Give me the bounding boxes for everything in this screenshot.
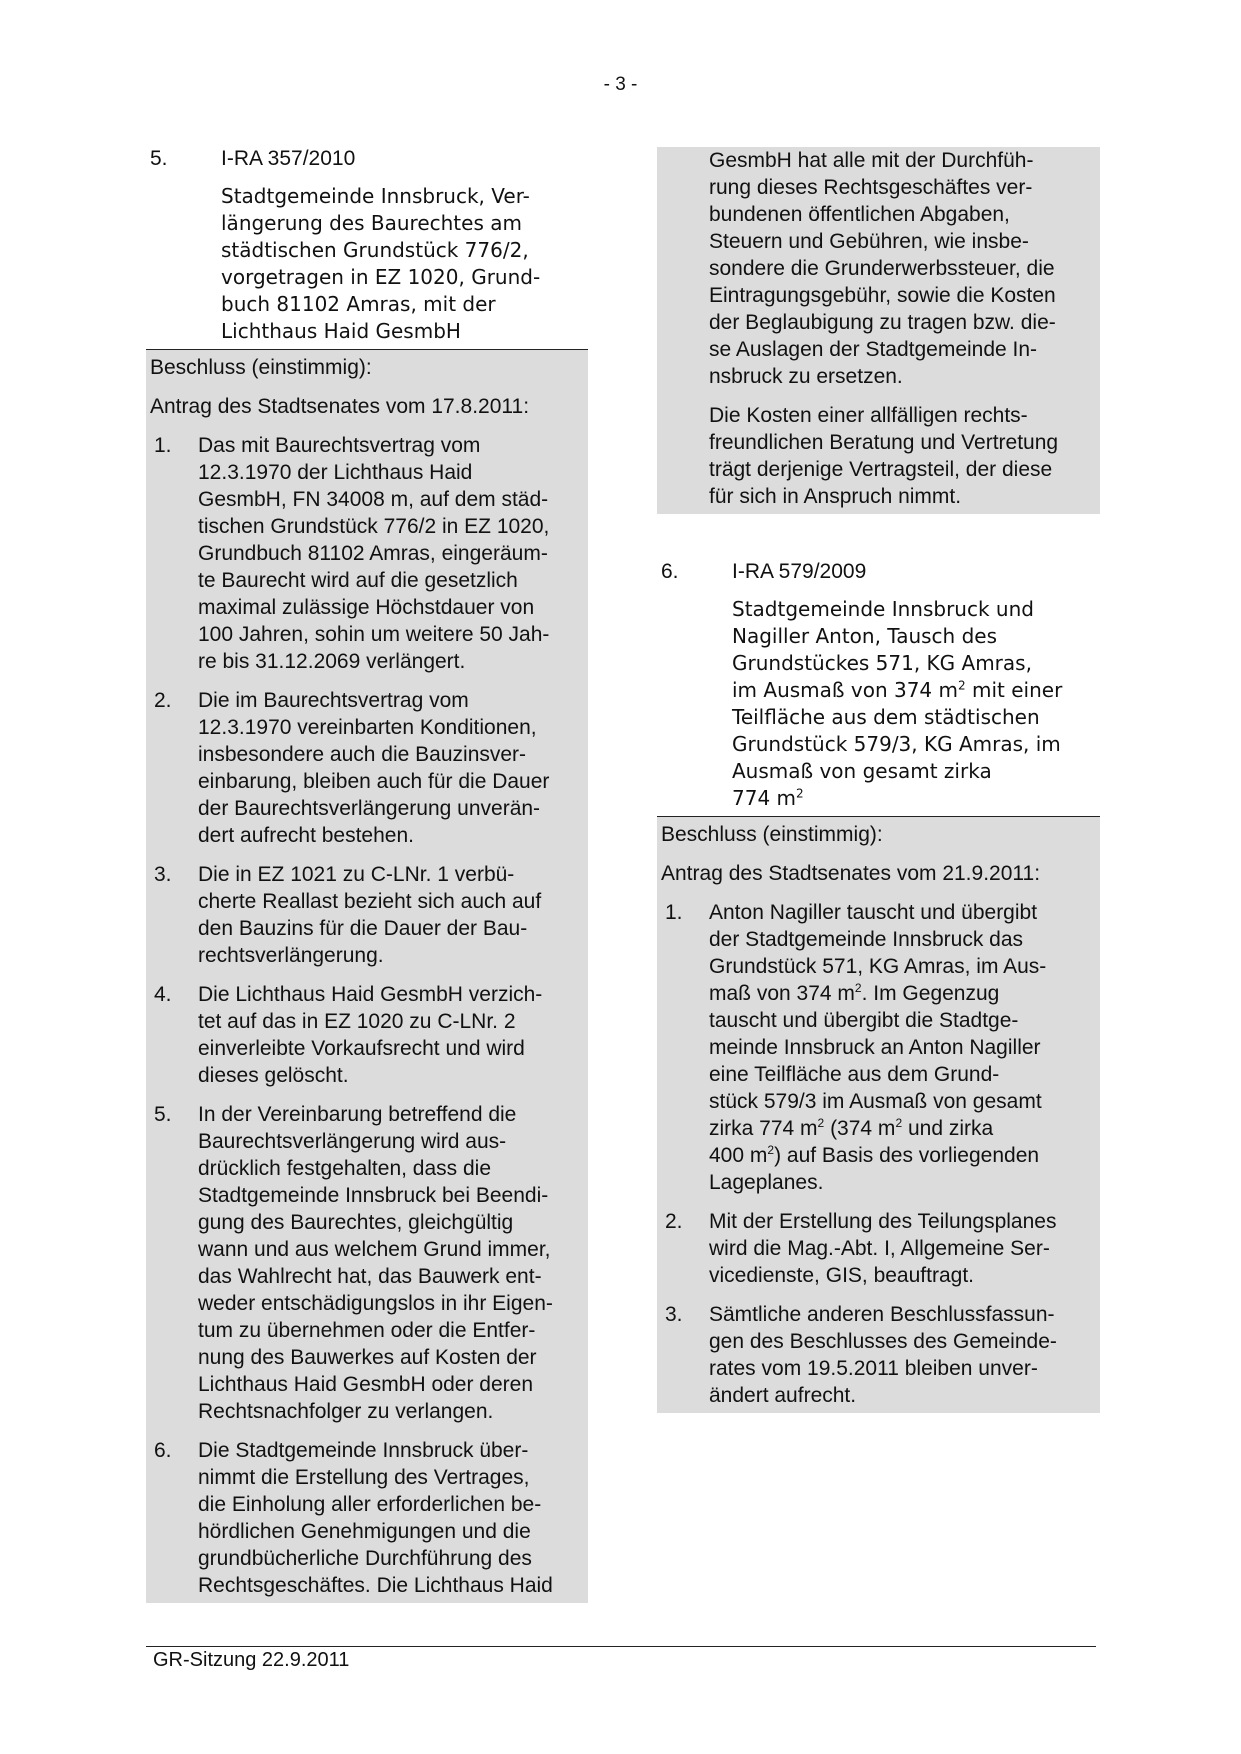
section-5-item-1 [150, 432, 584, 675]
text-line: cherte Reallast bezieht sich auch auf [198, 890, 542, 913]
footer-meeting-date: GR-Sitzung 22.9.2011 [153, 1649, 350, 1671]
text-line: tet auf das in EZ 1020 zu C-LNr. 2 [198, 1010, 516, 1033]
section-6-resolution: Beschluss (einstimmig): [661, 823, 883, 846]
item-text [709, 899, 1096, 1196]
section-5-item-3 [150, 861, 584, 969]
text-line: dert aufrecht bestehen. [198, 824, 414, 847]
text-line: Eintragungsgebühr, sowie die Kosten [709, 284, 1056, 307]
text-line: einbarung, bleiben auch für die Dauer [198, 770, 550, 793]
text-line: Baurechtsverlängerung wird aus- [198, 1130, 507, 1153]
text-line: insbesondere auch die Bauzinsver- [198, 743, 527, 766]
item-text [198, 1101, 584, 1425]
text-line: Das mit Baurechtsvertrag vom [198, 434, 481, 457]
item-text [198, 432, 584, 675]
text-line: 12.3.1970 vereinbarten Konditionen, [198, 716, 537, 739]
right-column [657, 147, 1100, 1413]
section-5-item-5 [150, 1101, 584, 1425]
text-line: Nagiller Anton, Tausch des [732, 624, 997, 648]
text-line: zirka 774 $m^2$ (374 $m^2$ und zirka [709, 1116, 994, 1140]
item-number: 1. [154, 434, 172, 457]
text-line: gen des Beschlusses des Gemeinde- [709, 1330, 1057, 1353]
text-line: 400 $m^2$) auf Basis des vorliegenden [709, 1143, 1040, 1167]
text-line: längerung des Baurechtes am [221, 211, 522, 235]
section-6-number: 6. [661, 560, 679, 583]
text-line: Anton Nagiller tauscht und übergibt [709, 901, 1038, 924]
section-6-reference: I-RA 579/2009 [732, 560, 867, 583]
text-line: Grundstückes 571, KG Amras, [732, 651, 1032, 675]
text-line: maximal zulässige Höchstdauer von [198, 596, 535, 619]
item-number: 2. [665, 1210, 683, 1233]
text-line: se Auslagen der Stadtgemeinde In- [709, 338, 1038, 361]
text-line: 12.3.1970 der Lichthaus Haid [198, 461, 473, 484]
text-line: die Einholung aller erforderlichen be- [198, 1493, 542, 1516]
text-line: drücklich festgehalten, dass die [198, 1157, 492, 1180]
text-line: wird die Mag.-Abt. I, Allgemeine Ser- [709, 1237, 1050, 1260]
text-line: GesmbH hat alle mit der Durchfüh- [709, 149, 1034, 172]
text-line: tauscht und übergibt die Stadtge- [709, 1009, 1019, 1032]
section-6-item-1 [661, 899, 1096, 1196]
text-line: Sämtliche anderen Beschlussfassun- [709, 1303, 1055, 1326]
text-line: wann und aus welchem Grund immer, [198, 1238, 551, 1261]
text-line: für sich in Anspruch nimmt. [709, 485, 962, 508]
section-5-heading [146, 145, 588, 172]
text-line: der Beglaubigung zu tragen bzw. die- [709, 311, 1056, 334]
item-text [198, 861, 584, 969]
text-line: Rechtsnachfolger zu verlangen. [198, 1400, 494, 1423]
superscript: 2 [796, 786, 804, 801]
text-line: trägt derjenige Vertragsteil, der diese [709, 458, 1053, 481]
item-number: 1. [665, 901, 683, 924]
page-number: - 3 - [603, 74, 638, 95]
text-line: nimmt die Erstellung des Vertrages, [198, 1466, 530, 1489]
text-line: Stadtgemeinde Innsbruck, Ver- [221, 184, 530, 208]
text-line: hördlichen Genehmigungen und die [198, 1520, 531, 1543]
section-5-item-6 [150, 1437, 584, 1599]
section-5-reference: I-RA 357/2010 [221, 147, 356, 170]
section-5-resolution-block [146, 350, 588, 1603]
text-line: 100 Jahren, sohin um weitere 50 Jah- [198, 623, 550, 646]
text-line: Mit der Erstellung des Teilungsplanes [709, 1210, 1057, 1233]
text-line: Lichthaus Haid GesmbH [221, 319, 461, 343]
text-line: Grundstück 571, KG Amras, im Aus- [709, 955, 1047, 978]
text-line: das Wahlrecht hat, das Bauwerk ent- [198, 1265, 542, 1288]
item-text [709, 1208, 1096, 1289]
text-line: Grundbuch 81102 Amras, eingeräum- [198, 542, 548, 565]
section-5-motion: Antrag des Stadtsenates vom 17.8.2011: [150, 395, 530, 418]
item-text [198, 687, 584, 849]
text-line: Die Stadtgemeinde Innsbruck über- [198, 1439, 529, 1462]
section-5-subject [146, 183, 588, 345]
text-line: Stadtgemeinde Innsbruck bei Beendi- [198, 1184, 549, 1207]
text-line: im Ausmaß von 374 $m^2$ mit einer [732, 678, 1063, 702]
section-6-item-2 [661, 1208, 1096, 1289]
section-5-continuation-block [657, 147, 1100, 514]
text-line: dieses gelöscht. [198, 1064, 349, 1087]
section-6-subject [657, 596, 1100, 812]
section-6-items [661, 899, 1096, 1409]
text-line: Steuern und Gebühren, wie insbe- [709, 230, 1029, 253]
text-line: maß von 374 $m^2$. Im Gegenzug [709, 981, 1000, 1005]
text-line: der Baurechtsverlängerung unverän- [198, 797, 541, 820]
section-6-resolution-block [657, 817, 1100, 1413]
text-line: grundbücherliche Durchführung des [198, 1547, 532, 1570]
text-line: städtischen Grundstück 776/2, [221, 238, 529, 262]
item-text [198, 1437, 584, 1599]
text-line: freundlichen Beratung und Vertretung [709, 431, 1059, 454]
text-line: eine Teilfläche aus dem Grund- [709, 1063, 1000, 1086]
superscript: 2 [958, 678, 966, 693]
text-line: rung dieses Rechtsgeschäftes ver- [709, 176, 1033, 199]
text-line: Ausmaß von gesamt zirka [732, 759, 992, 783]
text-line: tischen Grundstück 776/2 in EZ 1020, [198, 515, 550, 538]
superscript: 2 [854, 981, 862, 995]
left-column [146, 145, 588, 1603]
item-text [709, 1301, 1096, 1409]
text-line: nung des Bauwerkes auf Kosten der [198, 1346, 537, 1369]
text-line: Die in EZ 1021 zu C-LNr. 1 verbü- [198, 863, 515, 886]
section-5-resolution: Beschluss (einstimmig): [150, 356, 372, 379]
text-line: einverleibte Vorkaufsrecht und wird [198, 1037, 525, 1060]
superscript: 2 [817, 1116, 825, 1130]
text-line: GesmbH, FN 34008 m, auf dem städ- [198, 488, 549, 511]
text-line: nsbruck zu ersetzen. [709, 365, 903, 388]
section-5-items [150, 432, 584, 1599]
section-6-motion: Antrag des Stadtsenates vom 21.9.2011: [661, 862, 1041, 885]
text-line: re bis 31.12.2069 verlängert. [198, 650, 466, 673]
text-line: Die Kosten einer allfälligen rechts- [709, 404, 1028, 427]
text-line: Rechtsgeschäftes. Die Lichthaus Haid [198, 1574, 553, 1597]
text-line: buch 81102 Amras, mit der [221, 292, 496, 316]
item-number: 6. [154, 1439, 172, 1462]
text-line: stück 579/3 im Ausmaß von gesamt [709, 1090, 1042, 1113]
text-line: rechtsverlängerung. [198, 944, 384, 967]
text-line: bundenen öffentlichen Abgaben, [709, 203, 1010, 226]
text-line: weder entschädigungslos in ihr Eigen- [198, 1292, 553, 1315]
text-line: rates vom 19.5.2011 bleiben unver- [709, 1357, 1038, 1380]
item-number: 5. [154, 1103, 172, 1126]
text-line: sondere die Grunderwerbssteuer, die [709, 257, 1055, 280]
text-line: Lageplanes. [709, 1171, 824, 1194]
item-number: 3. [665, 1303, 683, 1326]
superscript: 2 [895, 1116, 903, 1130]
text-line: Lichthaus Haid GesmbH oder deren [198, 1373, 534, 1396]
section-5-item-4 [150, 981, 584, 1089]
text-line: tum zu übernehmen oder die Entfer- [198, 1319, 536, 1342]
section-5-continuation-paragraph-2 [661, 402, 1096, 510]
text-line: gung des Baurechtes, gleichgültig [198, 1211, 514, 1234]
text-line: Stadtgemeinde Innsbruck und [732, 597, 1034, 621]
text-line: 774 $m^2$ [732, 786, 804, 810]
section-5-item-2 [150, 687, 584, 849]
section-5-continuation-paragraph-1 [661, 147, 1096, 390]
text-line: vorgetragen in EZ 1020, Grund- [221, 265, 541, 289]
text-line: Die Lichthaus Haid GesmbH verzich- [198, 983, 543, 1006]
text-line: ändert aufrecht. [709, 1384, 857, 1407]
text-line: Die im Baurechtsvertrag vom [198, 689, 469, 712]
section-6-item-3 [661, 1301, 1096, 1409]
item-number: 2. [154, 689, 172, 712]
superscript: 2 [767, 1143, 775, 1157]
item-number: 3. [154, 863, 172, 886]
text-line: Teilfläche aus dem städtischen [732, 705, 1040, 729]
item-text [198, 981, 584, 1089]
text-line: In der Vereinbarung betreffend die [198, 1103, 517, 1126]
text-line: Grundstück 579/3, KG Amras, im [732, 732, 1061, 756]
text-line: vicedienste, GIS, beauftragt. [709, 1264, 974, 1287]
text-line: te Baurecht wird auf die gesetzlich [198, 569, 518, 592]
section-6-heading [657, 558, 1100, 585]
text-line: meinde Innsbruck an Anton Nagiller [709, 1036, 1041, 1059]
section-5-number: 5. [150, 147, 168, 170]
text-line: den Bauzins für die Dauer der Bau- [198, 917, 528, 940]
item-number: 4. [154, 983, 172, 1006]
text-line: der Stadtgemeinde Innsbruck das [709, 928, 1024, 951]
